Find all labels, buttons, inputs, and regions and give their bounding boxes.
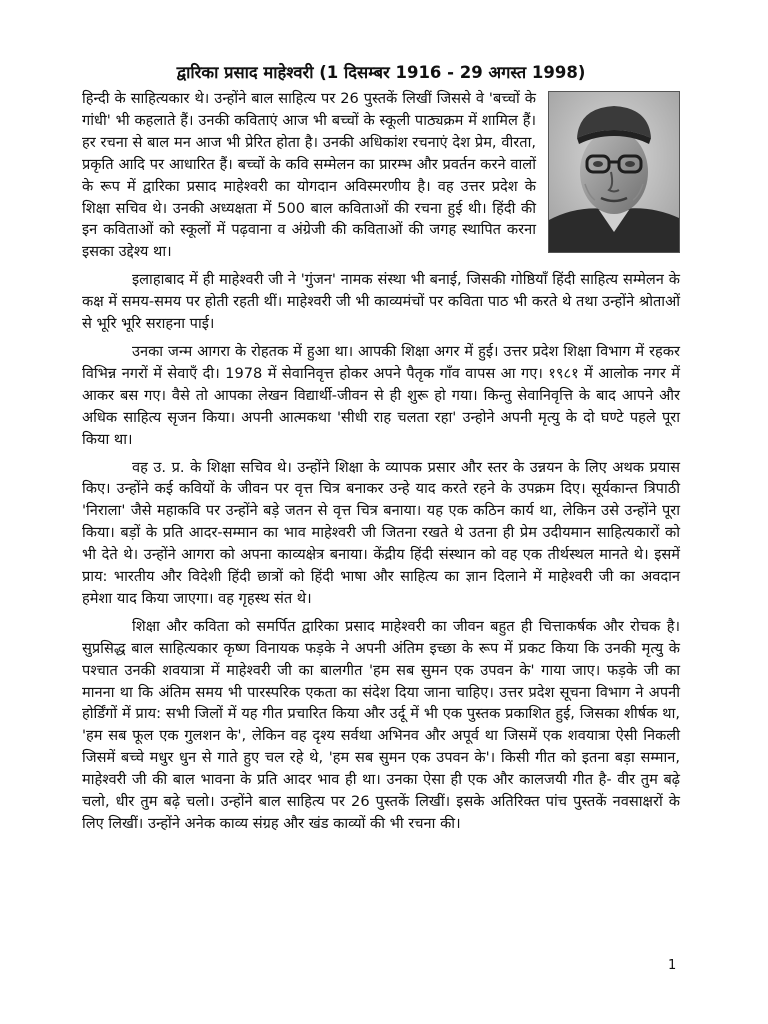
page-number: 1 [668,958,677,973]
paragraph-education-secretary: वह उ. प्र. के शिक्षा सचिव थे। उन्होंने शिक्षा के व्यापक प्रसार और स्तर के उन्नयन के लिए अथक प्रयास किए। उन्होंने कई कवियों के जीवन पर वृत्त चित्र बनाकर उन्हे याद करते रहने के उपक्रम दिए। सूर्यकान्त त्रिपाठी 'निराला' जैसे महाकवि पर उन्होंने बड़े जतन से वृत्त चित्र बनाया। यह एक कठिन कार्य था, लेकिन उसे उन्होंने पूरा किया। बड़ों के प्रति आदर-सम्मान का भाव माहेश्वरी जी जितना रखते थे उतना ही प्रेम उदीयमान साहित्यकारों को भी देते थे। उन्होंने आगरा को अपना काव्यक्षेत्र बनाया। केंद्रीय हिंदी संस्थान को वह एक तीर्थस्थल मानते थे। इसमें प्राय: भारतीय और विदेशी हिंदी छात्रों को हिंदी भाषा और साहित्य का ज्ञान दिलाने में माहेश्वरी जी का अवदान हमेशा याद किया जाएगा। वह गृहस्थ संत थे। [82,458,680,607]
paragraph-gunjan: इलाहाबाद में ही माहेश्वरी जी ने 'गुंजन' नामक संस्था भी बनाई, जिसकी गोष्ठियाँ हिंदी साहित्य सम्मेलन के कक्ष में समय-समय पर होती रहती थीं। माहेश्वरी जी भी काव्यमंचों पर कविता पाठ भी करते थे तथा उन्होंने श्रोताओं से भूरि भूरि सराहना पाई। [82,271,680,333]
paragraph-legacy: शिक्षा और कविता को समर्पित द्वारिका प्रसाद माहेश्वरी का जीवन बहुत ही चित्ताकर्षक और रोचक है। सुप्रसिद्ध बाल साहित्यकार कृष्ण विनायक फड़के ने अपनी अंतिम इच्छा के रूप में प्रकट किया कि उनकी मृत्यु के पश्चात उनकी शवयात्रा में माहेश्वरी जी का बालगीत 'हम सब सुमन एक उपवन के' गाया जाए। फड़के जी का मानना था कि अंतिम समय भी पारस्परिक एकता का संदेश दिया जाना चाहिए। उत्तर प्रदेश सूचना विभाग ने अपनी होर्डिंगों में प्राय: सभी जिलों में यह गीत प्रचारित किया और उर्दू में भी एक पुस्तक प्रकाशित हुई, जिसका शीर्षक था, 'हम सब फूल एक गुलशन के', लेकिन वह दृश्य सर्वथा अभिनव और अपूर्व था जिसमें एक शवयात्रा ऐसी निकली जिसमें बच्चे मधुर धुन से गाते हुए चल रहे थे, 'हम सब सुमन एक उपवन के'। किसी गीत को इतना बड़ा सम्मान, माहेश्वरी जी की बाल भावना के प्रति आदर भाव ही था। उनका ऐसा ही एक और कालजयी गीत है- वीर तुम बढ़े चलो, धीर तुम बढ़े चलो। उन्होंने बाल साहित्य पर 26 पुस्तकें लिखीं। इसके अतिरिक्त पांच पुस्तकें नवसाक्षरों के लिए लिखीं। उन्होंने अनेक काव्य संग्रह और खंड काव्यों की भी रचना की। [82,617,681,832]
paragraph-life: उनका जन्म आगरा के रोहतक में हुआ था। आपकी शिक्षा अगर में हुई। उत्तर प्रदेश शिक्षा विभाग में रहकर विभिन्न नगरों में सेवाएँ दी। 1978 में सेवानिवृत्त होकर अपने पैतृक गाँव वापस आ गए। १९८१ में आलोक नगर में आकर बस गए। वैसे तो आपका लेखन विद्यार्थी-जीवन से ही शुरू हो गया। किन्तु सेवानिवृत्ति के बाद आपने और अधिक साहित्य सृजन किया। अपनी आत्मकथा 'सीधी राह चलता रहा' उन्होने अपनी मृत्यु के दो घण्टे पहले पूरा किया था। [82,342,680,448]
paragraph-intro: हिन्दी के साहित्यकार थे। उन्होंने बाल साहित्य पर 26 पुस्तकें लिखीं जिससे वे 'बच्चों के गांधी' भी कहलाते हैं। उनकी कविताएं आज भी बच्चों के स्कूली पाठ्यक्रम में शामिल हैं। हर रचना से बाल मन आज भी प्रेरित होता है। उनकी अधिकांश रचनाएं देश प्रेम, वीरता, प्रकृति आदि पर आधारित हैं। बच्चों के कवि सम्मेलन का प्रारम्भ और प्रवर्तन करने वालों के रूप में द्वारिका प्रसाद माहेश्वरी का योगदान अविस्मरणीय है। वह उत्तर प्रदेश के शिक्षा सचिव थे। उनकी अध्यक्षता में 500 बाल कविताओं की रचना हुई थी। हिंदी की इन कविताओं को स्कूलों में पढ़वाना व अंग्रेजी की कविताओं की जगह स्थापित करना इसका उद्देश्य था। [82,90,536,261]
author-portrait [548,91,680,253]
document-title: द्वारिका प्रसाद माहेश्वरी (1 दिसम्बर 1916 - 29 अगस्त 1998) [176,63,586,82]
document-page [82,60,680,841]
portrait-photo [549,92,679,252]
